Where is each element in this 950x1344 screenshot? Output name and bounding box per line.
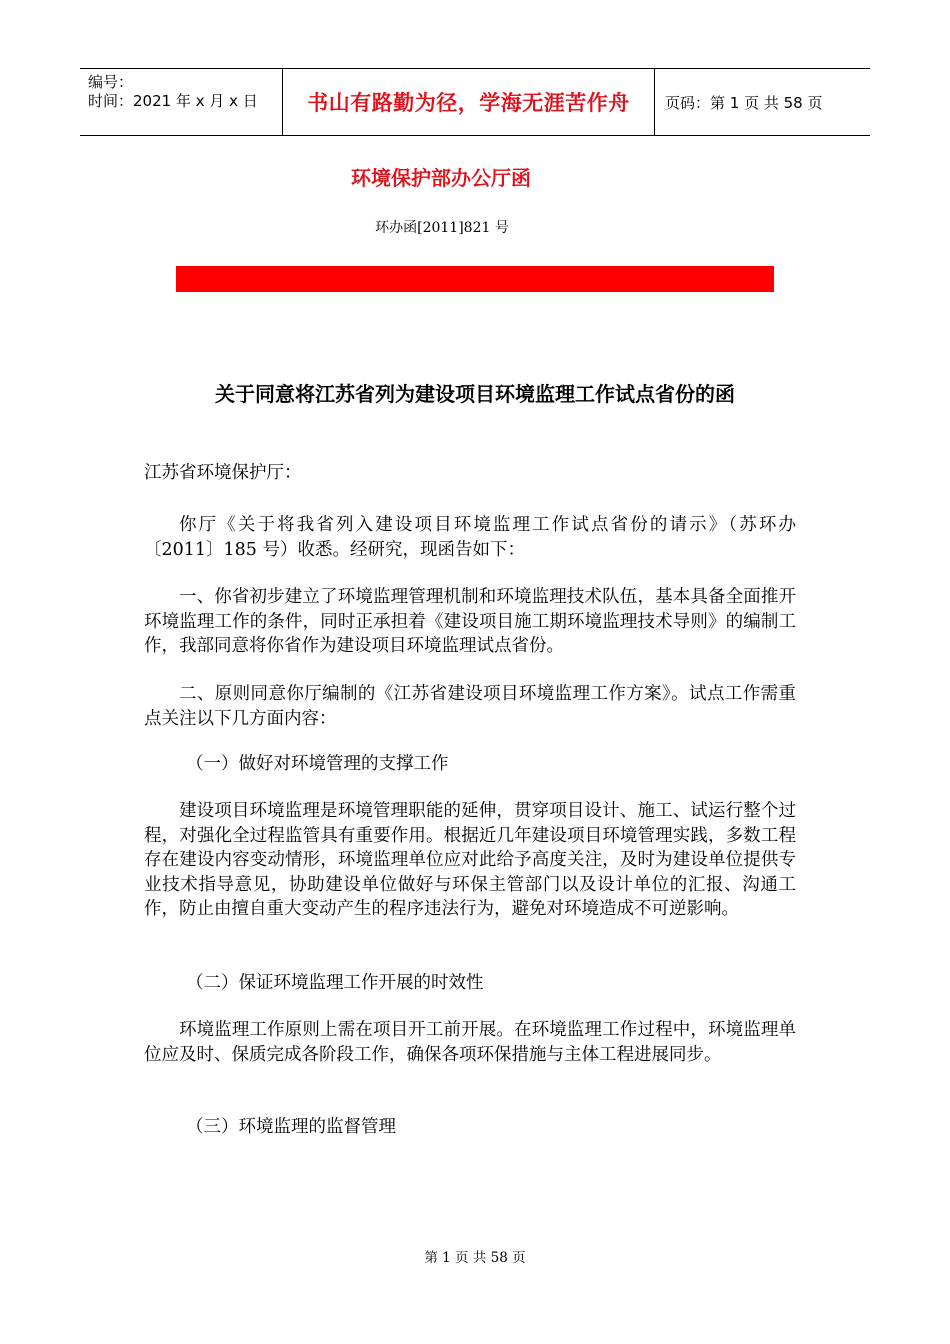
date-line: 时间：2021 年 x 月 x 日 [88,92,258,110]
subheading-three: （三）环境监理的监督管理 [186,1117,396,1137]
organization-title: 环境保护部办公厅函 [351,166,531,190]
header-page-cell [655,69,870,135]
header-table [80,68,870,136]
document-number: 环办函[2011]821 号 [375,220,509,236]
salutation: 江苏省环境保护厅： [144,463,302,483]
paragraph-one: 一、你省初步建立了环境监理管理机制和环境监理技术队伍，基本具备全面推开环境监理工作的条件，同时正承担着《建设项目施工期环境监理技术导则》的编制工作，我部同意将你省作为建设项目环境监理试点省份。 [144,587,796,656]
page-footer: 第 1 页 共 58 页 [424,1250,526,1266]
header-meta-cell [80,69,282,135]
header-motto-cell [282,69,655,135]
page-info: 页码：第 1 页 共 58 页 [665,93,823,112]
paragraph-supervision: 建设项目环境监理是环境管理职能的延伸，贯穿项目设计、施工、试运行整个过程，对强化全过程监管具有重要作用。根据近几年建设项目环境管理实践，多数工程存在建设内容变动情形，环境监理单位应对此给予高度关注，及时为建设单位提供专业技术指导意见，协助建设单位做好与环保主管部门以及设计单位的汇报、沟通工作，防止由擅自重大变动产生的程序违法行为，避免对环境造成不可逆影响。 [144,801,796,919]
paragraph-two: 二、原则同意你厅编制的《江苏省建设项目环境监理工作方案》。试点工作需重点关注以下几方面内容： [144,684,796,729]
letterhead-red-bar [176,266,774,292]
motto-text: 书山有路勤为径，学海无涯苦作舟 [307,91,630,115]
number-label: 编号： [88,73,134,91]
subheading-one: （一）做好对环境管理的支撑工作 [186,754,449,774]
paragraph-intro: 你厅《关于将我省列入建设项目环境监理工作试点省份的请示》（苏环办〔2011〕185 号）收悉。经研究，现函告如下： [144,515,796,560]
subheading-two: （二）保证环境监理工作开展的时效性 [186,973,484,993]
paragraph-timeliness: 环境监理工作原则上需在项目开工前开展。在环境监理工作过程中，环境监理单位应及时、保质完成各阶段工作，确保各项环保措施与主体工程进展同步。 [144,1020,796,1065]
document-title: 关于同意将江苏省列为建设项目环境监理工作试点省份的函 [215,382,735,406]
